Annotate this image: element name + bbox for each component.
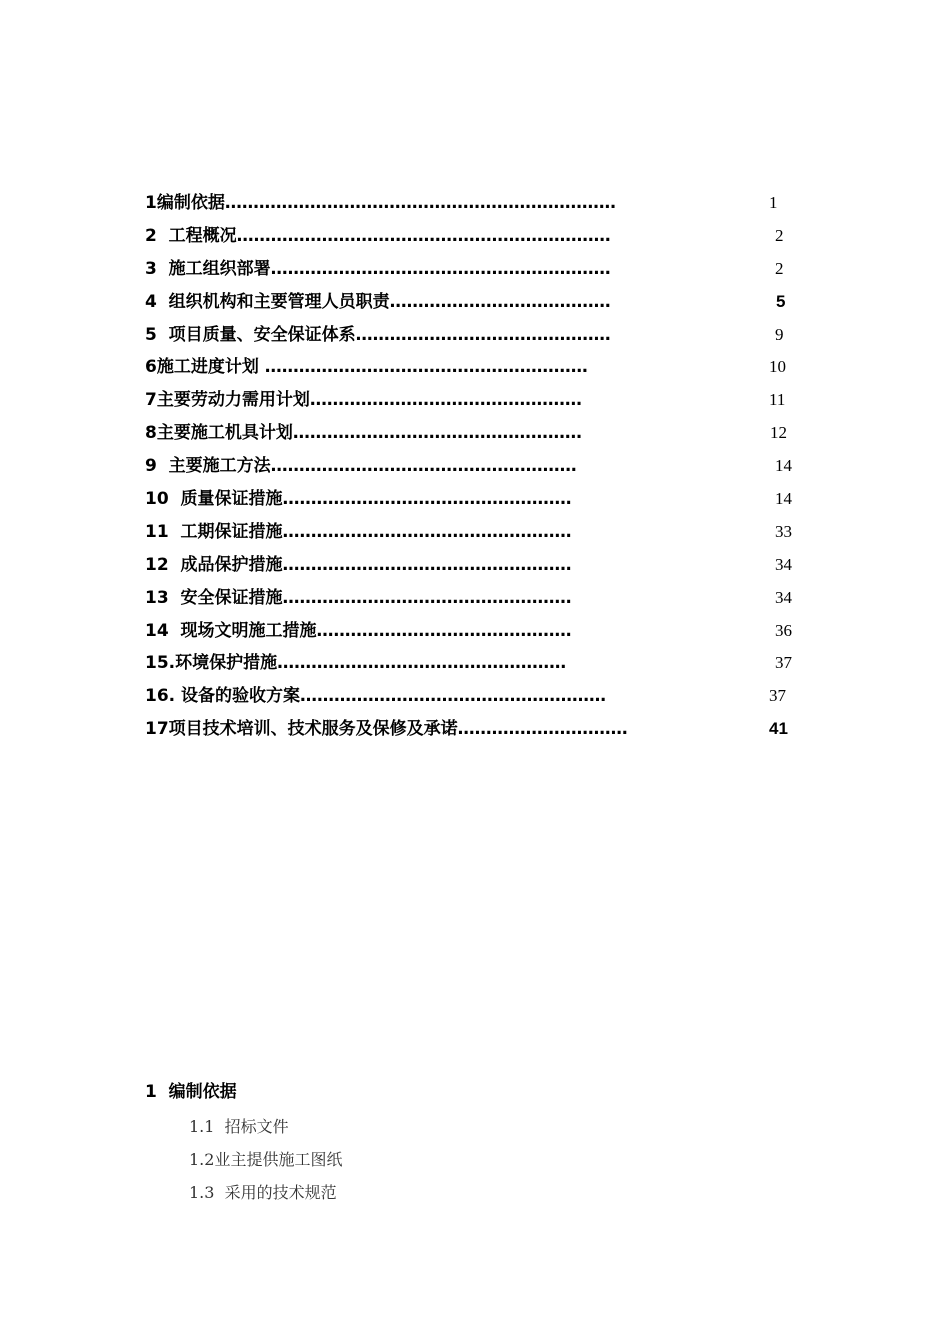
- toc-entry-title: 6施工进度计划 …………………………………………………: [145, 357, 588, 378]
- toc-entry[interactable]: [145, 714, 805, 747]
- toc-entry[interactable]: [145, 451, 805, 484]
- toc-entry-title: 8主要施工机具计划……………………………………………: [145, 423, 582, 444]
- toc-entry-title: 4 组织机构和主要管理人员职责…………………………………: [145, 291, 611, 312]
- toc-entry-page: 14: [775, 456, 792, 476]
- toc-entry[interactable]: [145, 320, 805, 353]
- toc-entry-page: 9: [775, 324, 784, 344]
- toc-entry-title: 14 现场文明施工措施………………………………………: [145, 620, 572, 641]
- toc-entry-page: 34: [775, 587, 792, 607]
- toc-entry[interactable]: [145, 517, 805, 550]
- toc-entry-page: 14: [775, 489, 792, 509]
- toc-entry-page: 1: [769, 193, 778, 212]
- toc-entry-page: 33: [775, 521, 792, 541]
- toc-entry[interactable]: [145, 583, 805, 616]
- toc-entry-page: 2: [775, 225, 784, 245]
- toc-entry-page: 34: [775, 554, 792, 574]
- toc-entry[interactable]: [145, 681, 805, 714]
- toc-entry-title: 9 主要施工方法………………………………………………: [145, 456, 577, 477]
- table-of-contents: [145, 188, 805, 747]
- toc-entry-title: 12 成品保护措施……………………………………………: [145, 554, 572, 575]
- toc-entry-page: 10: [769, 357, 786, 377]
- toc-entry[interactable]: [145, 352, 805, 385]
- toc-entry[interactable]: [145, 385, 805, 418]
- toc-entry-title: 13 安全保证措施……………………………………………: [145, 587, 572, 608]
- toc-entry[interactable]: [145, 484, 805, 517]
- toc-entry[interactable]: [145, 254, 805, 287]
- toc-entry-title: 2 工程概况…………………………………………………………: [145, 225, 611, 246]
- toc-entry-title: 16. 设备的验收方案………………………………………………: [145, 686, 607, 707]
- toc-entry[interactable]: [145, 550, 805, 583]
- toc-entry-page: 2: [775, 258, 784, 278]
- toc-entry-title: 7主要劳动力需用计划…………………………………………: [145, 390, 582, 411]
- toc-entry-page: 41: [769, 719, 788, 739]
- toc-entry[interactable]: [145, 221, 805, 254]
- toc-entry-title: 15.环境保护措施……………………………………………: [145, 653, 567, 674]
- toc-entry-page: 5: [776, 291, 786, 311]
- toc-entry-page: 36: [775, 620, 792, 640]
- section-subitems: [189, 1110, 845, 1209]
- toc-entry-page: 37: [775, 653, 792, 673]
- section-subitem: 1.1 招标文件: [189, 1117, 289, 1136]
- toc-entry[interactable]: [145, 648, 805, 681]
- toc-entry-title: 5 项目质量、安全保证体系………………………………………: [145, 324, 611, 345]
- section-1: [145, 1078, 845, 1209]
- toc-entry-page: 12: [770, 423, 787, 443]
- toc-entry-page: 11: [769, 390, 786, 410]
- section-subitem: 1.3 采用的技术规范: [189, 1183, 337, 1202]
- toc-entry-title: 17项目技术培训、技术服务及保修及承诺…………………………: [145, 719, 628, 740]
- toc-entry[interactable]: [145, 616, 805, 649]
- toc-entry-title: 11 工期保证措施……………………………………………: [145, 521, 572, 542]
- section-subitem: 1.2业主提供施工图纸: [189, 1150, 343, 1169]
- toc-entry[interactable]: [145, 418, 805, 451]
- toc-entry[interactable]: [145, 188, 805, 221]
- section-heading: 1 编制依据: [145, 1082, 237, 1102]
- toc-entry[interactable]: [145, 287, 805, 320]
- toc-entry-title: 10 质量保证措施……………………………………………: [145, 489, 572, 510]
- toc-entry-title: 1编制依据……………………………………………………………: [145, 193, 616, 213]
- toc-entry-page: 37: [769, 686, 786, 706]
- toc-entry-title: 3 施工组织部署……………………………………………………: [145, 258, 611, 279]
